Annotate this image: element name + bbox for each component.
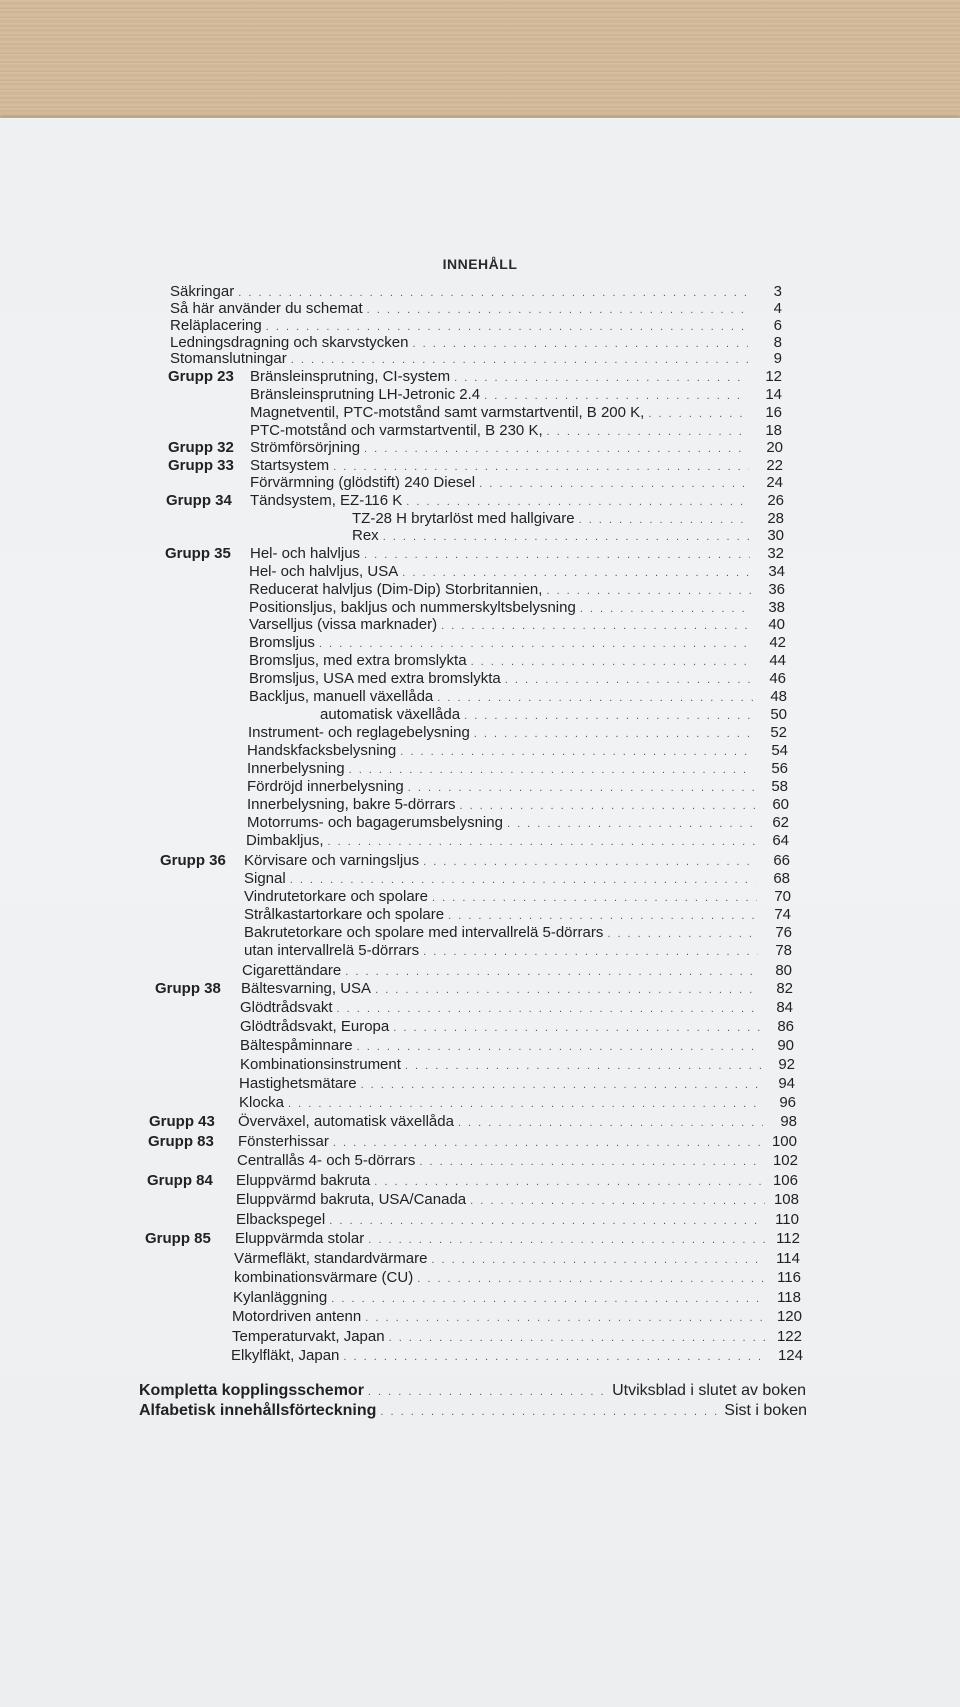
entry-page-number: 66 [773,852,790,869]
entry-label: Bältesvarning, USA [241,980,372,997]
entry-page-number: 112 [776,1230,800,1247]
dot-leader [431,1251,766,1269]
page-title: INNEHÅLL [442,256,518,272]
entry-page-number: 30 [767,527,784,544]
group-label: Grupp 32 [168,439,234,456]
dot-leader [470,1192,765,1210]
dot-leader [368,1231,766,1249]
entry-page-number: 56 [771,760,788,777]
dot-leader [345,963,758,981]
entry-page-number: 84 [776,999,793,1016]
toc-entry [250,439,783,457]
entry-label: Eluppvärmd bakruta [236,1172,371,1189]
toc-entry [244,870,790,888]
entry-page-number: 28 [767,510,784,527]
dot-leader [432,889,757,907]
entry-label: Överväxel, automatisk växellåda [238,1113,454,1130]
entry-page-number: 92 [778,1056,795,1073]
entry-label: Bromsljus, USA med extra bromslykta [249,670,501,687]
toc-entry [249,652,786,670]
entry-page-number: 38 [768,599,785,616]
dot-leader [368,1383,606,1401]
entry-page-number: 40 [768,616,785,633]
dot-leader [380,1403,718,1421]
dot-leader [406,493,750,511]
toc-entry [249,688,787,706]
entry-page-number: 12 [765,368,782,385]
entry-label: Startsystem [250,457,330,474]
toc-entry [247,796,789,814]
group-label: Grupp 23 [168,368,234,385]
entry-label: Tändsystem, EZ-116 K [250,492,403,509]
toc-entry [232,1308,802,1326]
entry-page-number: 62 [772,814,789,831]
toc-entry [170,350,782,368]
dot-leader [507,815,755,833]
entry-label: Värmefläkt, standardvärmare [234,1250,428,1267]
dot-leader [333,1134,763,1152]
dot-leader [458,1114,763,1132]
toc-entry [244,852,790,870]
entry-label: Backljus, manuell växellåda [249,688,434,705]
dot-leader [343,1348,769,1366]
dot-leader [291,351,748,369]
entry-label: Eluppvärmd bakruta, USA/Canada [236,1191,467,1208]
dot-leader [441,617,751,635]
entry-label: Klocka [239,1094,285,1111]
dot-leader [546,582,751,600]
entry-page-number: 108 [773,1191,799,1208]
group-label: Grupp 83 [148,1133,214,1150]
toc-entry [249,670,786,688]
entry-label: Centrallås 4- och 5-dörrars [237,1152,416,1169]
toc-entry [242,962,792,980]
entry-page-number: 9 [773,350,782,367]
dot-leader [474,725,753,743]
toc-entry [170,283,782,301]
entry-page-number: 22 [766,457,783,474]
toc-entry [240,1037,794,1055]
entry-page-number: 32 [767,545,784,562]
dot-leader [337,1000,759,1018]
dot-leader [419,1153,764,1171]
footer-entry-label: Kompletta kopplingsschemor [139,1382,364,1399]
entry-label: Säkringar [170,283,235,300]
dot-leader [364,440,749,458]
dot-leader [329,1212,765,1230]
toc-entry [247,814,789,832]
toc-entry [249,599,785,617]
toc-entry [232,1328,802,1346]
dot-leader [400,743,754,761]
entry-page-number: 18 [765,422,782,439]
entry-page-number: 44 [769,652,786,669]
entry-label: Innerbelysning [247,760,345,777]
entry-label: Bakrutetorkare och spolare med intervallrelä 5-dörrars [244,924,604,941]
entry-page-number: 4 [773,300,782,317]
entry-label: Förvärmning (glödstift) 240 Diesel [250,474,476,491]
dot-leader [459,797,755,815]
entry-label: Bränsleinsprutning LH-Jetronic 2.4 [250,386,481,403]
dot-leader [607,925,758,943]
dot-leader [361,1076,761,1094]
toc-entry [249,563,785,581]
toc-entry [240,1018,794,1036]
toc-entry [247,778,788,796]
toc-entry [244,888,791,906]
entry-page-number: 110 [775,1211,799,1228]
entry-label: PTC-motstånd och varmstartventil, B 230 K, [250,422,543,439]
entry-label: Motorrums- och bagagerumsbelysning [247,814,503,831]
group-label: Grupp 84 [147,1172,213,1189]
entry-page-number: 48 [770,688,787,705]
entry-label: Reläplacering [170,317,262,334]
entry-page-number: 82 [776,980,793,997]
toc-entry [249,581,785,599]
group-label: Grupp 33 [168,457,234,474]
dot-leader [454,369,748,387]
toc-entry [250,386,782,404]
toc-entry [244,924,792,942]
group-label: Grupp 36 [160,852,226,869]
toc-entry [240,1056,795,1074]
entry-label: Hastighetsmätare [239,1075,357,1092]
entry-page-number: 94 [778,1075,795,1092]
dot-leader [417,1270,767,1288]
toc-entry [247,760,788,778]
toc-entry [249,634,786,652]
entry-page-number: 122 [776,1328,802,1345]
toc-entry [238,1133,797,1151]
dot-leader [290,871,756,889]
toc-entry [231,1347,803,1365]
entry-page-number: 64 [772,832,789,849]
dot-leader [505,671,752,689]
toc-entry [250,457,783,475]
dot-leader [402,564,751,582]
dot-leader [423,943,758,961]
footer-entry-location: Sist i boken [724,1402,807,1419]
entry-page-number: 124 [777,1347,803,1364]
entry-label: Bromsljus [249,634,315,651]
entry-page-number: 120 [776,1308,802,1325]
entry-label: Handskfacksbelysning [247,742,397,759]
dot-leader [471,653,752,671]
entry-page-number: 86 [777,1018,794,1035]
toc-entry [250,404,782,422]
entry-page-number: 90 [777,1037,794,1054]
entry-label: Magnetventil, PTC-motstånd samt varmstartventil, B 200 K, [250,404,645,421]
entry-label: Hel- och halvljus, USA [249,563,399,580]
entry-label: Eluppvärmda stolar [235,1230,365,1247]
entry-label: Strålkastartorkare och spolare [244,906,445,923]
entry-label: Innerbelysning, bakre 5-dörrars [247,796,456,813]
group-label: Grupp 38 [155,980,221,997]
entry-page-number: 96 [779,1094,796,1111]
entry-page-number: 52 [770,724,787,741]
toc-footer-entry [139,1382,806,1400]
group-label: Grupp 85 [145,1230,211,1247]
entry-label: Reducerat halvljus (Dim-Dip) Storbritannien, [249,581,543,598]
toc-entry [239,1094,796,1112]
entry-page-number: 78 [775,942,792,959]
toc-entry [170,317,782,335]
toc-entry [320,706,787,724]
entry-label: Temperaturvakt, Japan [232,1328,385,1345]
toc-entry [248,724,787,742]
entry-page-number: 106 [772,1172,798,1189]
entry-page-number: 24 [766,474,783,491]
entry-page-number: 26 [767,492,784,509]
entry-page-number: 58 [771,778,788,795]
entry-label: Hel- och halvljus [250,545,361,562]
group-label: Grupp 35 [165,545,231,562]
entry-label: Så här använder du schemat [170,300,363,317]
dot-leader [331,1290,767,1308]
dot-leader [328,833,755,851]
entry-page-number: 6 [773,317,782,334]
dot-leader [423,853,756,871]
toc-entry [234,1250,800,1268]
toc-entry [233,1289,801,1307]
toc-entry [250,492,784,510]
entry-label: Glödtrådsvakt [240,999,333,1016]
entry-page-number: 16 [765,404,782,421]
entry-page-number: 8 [773,334,782,351]
entry-page-number: 3 [773,283,782,300]
toc-entry [240,999,793,1017]
entry-label: Fönsterhissar [238,1133,329,1150]
entry-page-number: 20 [766,439,783,456]
dot-leader [393,1019,760,1037]
toc-entry [250,474,783,492]
entry-page-number: 50 [770,706,787,723]
entry-page-number: 54 [771,742,788,759]
dot-leader [364,546,750,564]
entry-label: Rex [352,527,379,544]
entry-label: Körvisare och varningsljus [244,852,420,869]
entry-label: Elkylfläkt, Japan [231,1347,340,1364]
entry-page-number: 68 [773,870,790,887]
toc-entry [352,527,784,545]
dot-leader [375,981,759,999]
dot-leader [374,1173,764,1191]
dot-leader [365,1309,768,1327]
entry-label: Bromsljus, med extra bromslykta [249,652,467,669]
toc-entry [238,1113,797,1131]
entry-label: Fördröjd innerbelysning [247,778,404,795]
dot-leader [648,405,748,423]
entry-page-number: 34 [768,563,785,580]
toc-entry [235,1230,800,1248]
dot-leader [349,761,754,779]
dot-leader [405,1057,761,1075]
entry-label: Positionsljus, bakljus och nummerskyltsbelysning [249,599,576,616]
toc-entry [244,942,792,960]
entry-page-number: 102 [772,1152,798,1169]
entry-label: automatisk växellåda [320,706,461,723]
entry-label: Instrument- och reglagebelysning [248,724,470,741]
entry-label: Ledningsdragning och skarvstycken [170,334,409,351]
toc-entry [236,1191,799,1209]
toc-entry [237,1152,798,1170]
entry-label: Motordriven antenn [232,1308,362,1325]
entry-label: Cigarettändare [242,962,342,979]
entry-page-number: 118 [777,1289,801,1306]
toc-entry [249,616,785,634]
dot-leader [288,1095,762,1113]
entry-page-number: 76 [775,924,792,941]
toc-entry [170,300,782,318]
footer-entry-location: Utviksblad i slutet av boken [612,1382,806,1399]
entry-label: Bränsleinsprutning, CI-system [250,368,451,385]
entry-label: Stomanslutningar [170,350,287,367]
entry-label: Glödtrådsvakt, Europa [240,1018,390,1035]
entry-label: Strömförsörjning [250,439,361,456]
entry-page-number: 42 [769,634,786,651]
entry-label: Elbackspegel [236,1211,326,1228]
entry-page-number: 98 [780,1113,797,1130]
toc-entry [234,1269,801,1287]
toc-entry [239,1075,795,1093]
toc-entry [236,1172,798,1190]
entry-page-number: 100 [771,1133,797,1150]
toc-footer-entry [139,1402,807,1420]
toc-entry [247,742,788,760]
entry-page-number: 74 [774,906,791,923]
entry-page-number: 60 [772,796,789,813]
toc-entry [352,510,784,528]
dot-leader [464,707,753,725]
entry-page-number: 36 [768,581,785,598]
dot-leader [383,528,750,546]
entry-label: Varselljus (vissa marknader) [249,616,438,633]
entry-label: Vindrutetorkare och spolare [244,888,428,905]
footer-entry-label: Alfabetisk innehållsförteckning [139,1402,377,1419]
entry-page-number: 70 [774,888,791,905]
entry-label: Kombinationsinstrument [240,1056,401,1073]
entry-page-number: 116 [777,1269,801,1286]
entry-page-number: 14 [765,386,782,403]
toc-entry [244,906,791,924]
entry-page-number: 46 [769,670,786,687]
toc-entry [250,422,782,440]
entry-label: TZ-28 H brytarlöst med hallgivare [352,510,575,527]
entry-label: Kylanläggning [233,1289,328,1306]
dot-leader [437,689,753,707]
entry-label: utan intervallrelä 5-dörrars [244,942,420,959]
entry-label: Bältespåminnare [240,1037,353,1054]
dot-leader [448,907,757,925]
dot-leader [484,387,748,405]
dot-leader [408,779,754,797]
dot-leader [357,1038,760,1056]
entry-page-number: 114 [776,1250,800,1267]
entry-page-number: 80 [775,962,792,979]
entry-label: Dimbakljus, [246,832,324,849]
dot-leader [319,635,752,653]
toc-entry [250,368,782,386]
group-label: Grupp 43 [149,1113,215,1130]
toc-entry [241,980,793,998]
toc-entry [236,1211,799,1229]
dot-leader [389,1329,768,1347]
dot-leader [479,475,749,493]
entry-label: Signal [244,870,286,887]
toc-entry [246,832,789,850]
entry-label: kombinationsvärmare (CU) [234,1269,414,1286]
group-label: Grupp 34 [166,492,232,509]
toc-entry [250,545,784,563]
